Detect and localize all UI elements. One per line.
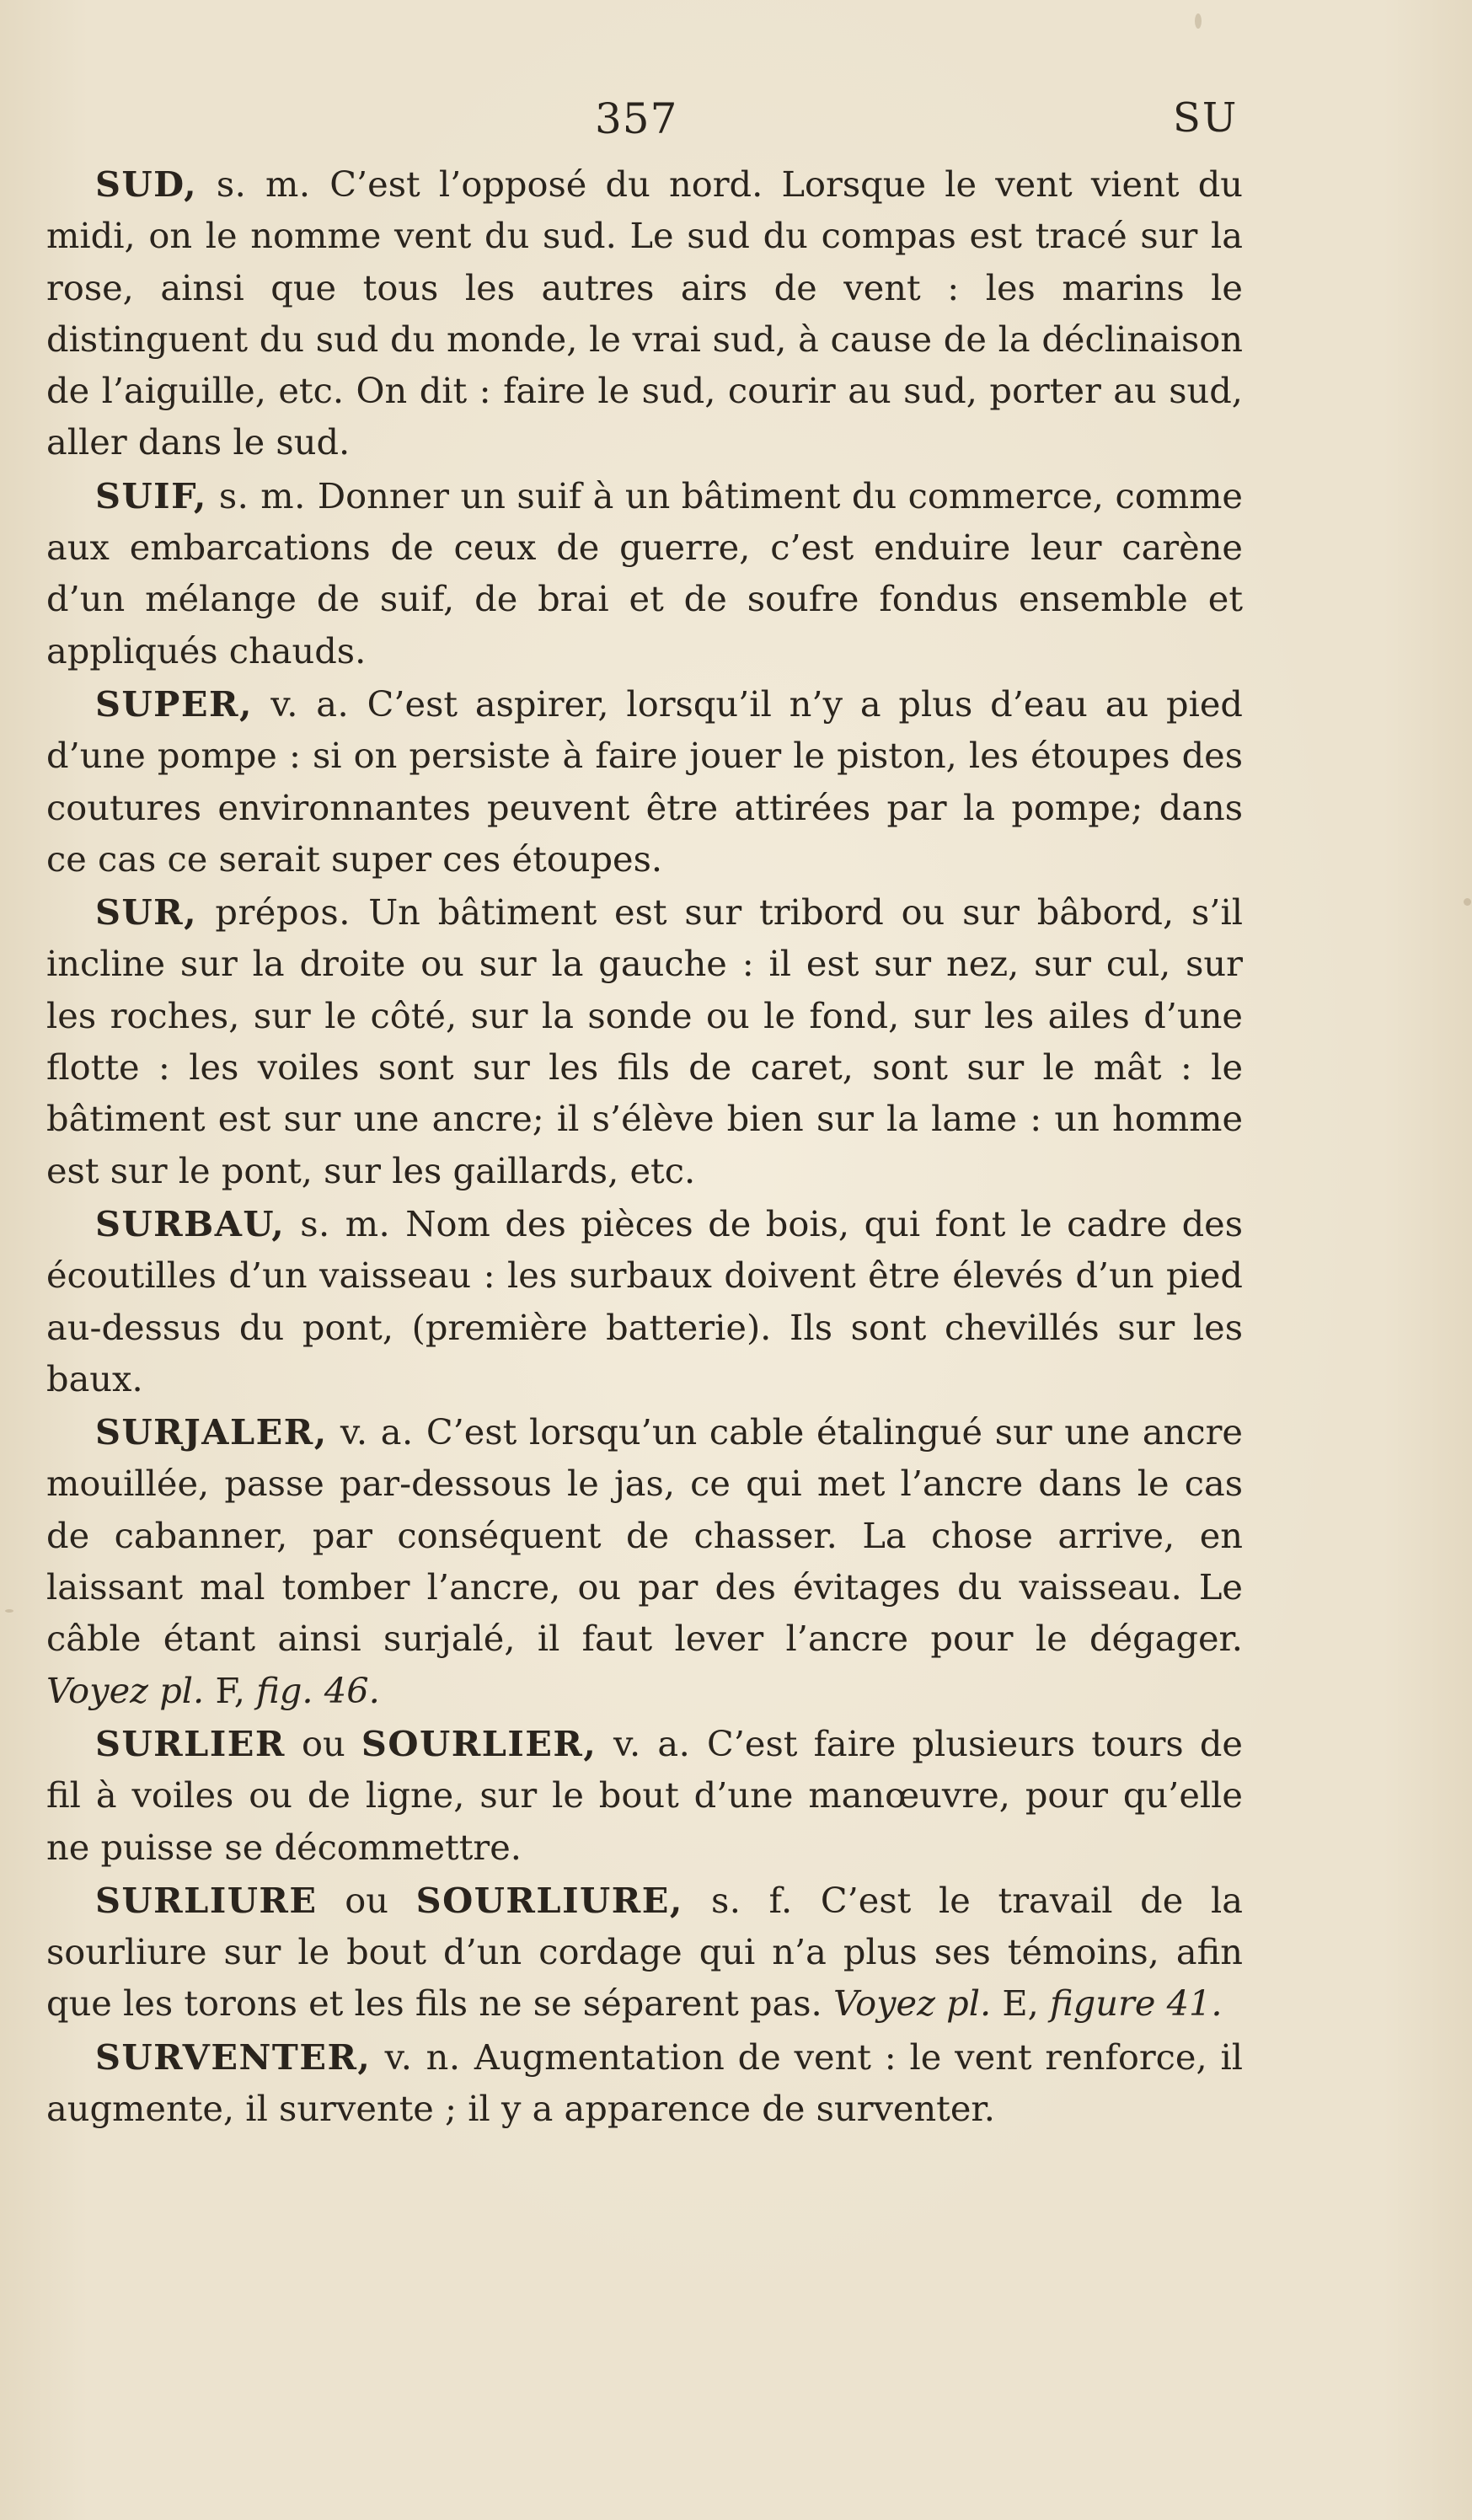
headword: SUPER, [95,682,253,725]
grammar-label: v. a. [597,1722,707,1764]
figure-label: fig. [256,1669,313,1711]
grammar-label: s. m. [197,163,330,205]
headword: SURLIURE [95,1879,318,1921]
entry-surbau [46,1198,1243,1404]
plate-reference: Voyez pl. [46,1669,205,1711]
definition: Donner un suif à un bâtiment du commerce, comme aux embarcations de ceux de guerre, c’est enduire leur carène d’un mélange de suif, de brai et de soufre fondus ensemble et appliqués chauds. [46,474,1243,671]
headword: SURBAU, [95,1202,286,1244]
paper-spot [5,1609,13,1613]
entry-surjaler [46,1406,1243,1716]
definition: C’est le travail de la sourliure sur le bout d’un cordage qui n’a plus ses témoins, afin que les torons et les fils ne se séparent pas. [46,1879,1243,2025]
entry-surventer [46,2031,1243,2135]
conjunction: ou [317,1879,416,1921]
headword: SURVENTER, [95,2036,372,2078]
plate-reference: Voyez pl. [832,1982,992,2025]
grammar-label: s. m. [206,474,318,516]
headword: SUD, [95,163,198,205]
definition: C’est aspirer, lorsqu’il n’y a plus d’eau au pied d’une pompe : si on persiste à faire jouer le piston, les étoupes des coutures environnantes peuvent être attirées par la pompe; dans ce cas ce serait super ces étoupes. [46,682,1243,880]
headword-variant: SOURLIER, [361,1722,597,1764]
grammar-label: s. m. [285,1202,406,1244]
grammar-label: v. a. [252,682,367,725]
figure-number: 41. [1155,1982,1223,2025]
figure-label: figure [1050,1982,1156,2025]
definition: C’est faire plusieurs tours de fil à voiles ou de ligne, sur le bout d’une manœuvre, pour qu’elle ne puisse se décommettre. [46,1722,1243,1868]
entry-sud [46,158,1243,468]
definition: C’est l’opposé du nord. Lorsque le vent vient du midi, on le nomme vent du sud. Le sud du compas est tracé sur la rose, ainsi que tous les autres airs de vent : les marins le distinguent du sud du monde, le vrai sud, à cause de la déclinaison de l’aiguille, etc. On dit : faire le sud, courir au sud, porter au sud, aller dans le sud. [46,163,1243,463]
page-number: 357 [595,94,678,143]
entry-suif [46,470,1243,677]
page-header [0,94,1472,162]
definition: Nom des pièces de bois, qui font le cadre des écoutilles d’un vaisseau : les surbaux doivent être élevés d’un pied au-dessus du pont, (première batterie). Ils sont chevillés sur les baux. [46,1202,1243,1399]
plate-letter: F, [204,1669,257,1711]
headword: SUR, [95,891,198,934]
plate-letter: E, [991,1982,1051,2025]
headword: SURJALER, [95,1411,328,1453]
running-head: SU [1173,94,1239,142]
figure-number: 46. [313,1669,380,1711]
entry-sur [46,886,1243,1196]
conjunction: ou [285,1722,361,1764]
headword: SUIF, [95,474,207,516]
grammar-label: v. n. [371,2036,474,2078]
dictionary-text [46,158,1243,2136]
grammar-label: prépos. [197,891,369,934]
headword: SURLIER [95,1722,286,1764]
grammar-label: v. a. [327,1411,426,1453]
grammar-label: s. f. [682,1879,821,1921]
headword-variant: SOURLIURE, [415,1879,683,1921]
entry-super [46,678,1243,885]
paper-spot [1195,13,1202,29]
definition: Augmentation de vent : le vent renforce, il augmente, il survente ; il y a apparence de surventer. [46,2036,1243,2129]
entry-surlier [46,1718,1243,1873]
entry-surliure [46,1875,1243,2030]
definition: Un bâtiment est sur tribord ou sur bâbord, s’il incline sur la droite ou sur la gauche : il est sur nez, sur cul, sur les roches, sur le côté, sur la sonde ou le fond, sur les ailes d’une flotte : les voiles sont sur les fils de caret, sont sur le mât : le bâtiment est sur une ancre; il s’élève bien sur la lame : un homme est sur le pont, sur les gaillards, etc. [46,891,1244,1191]
paper-spot [1464,898,1471,906]
definition: C’est lorsqu’un cable étalingué sur une ancre mouillée, passe par-dessous le jas, ce qui met l’ancre dans le cas de cabanner, par conséquent de chasser. La chose arrive, en laissant mal tomber l’ancre, ou par des évitages du vaisseau. Le câble étant ainsi surjalé, il faut lever l’ancre pour le dégager. [46,1411,1243,1660]
